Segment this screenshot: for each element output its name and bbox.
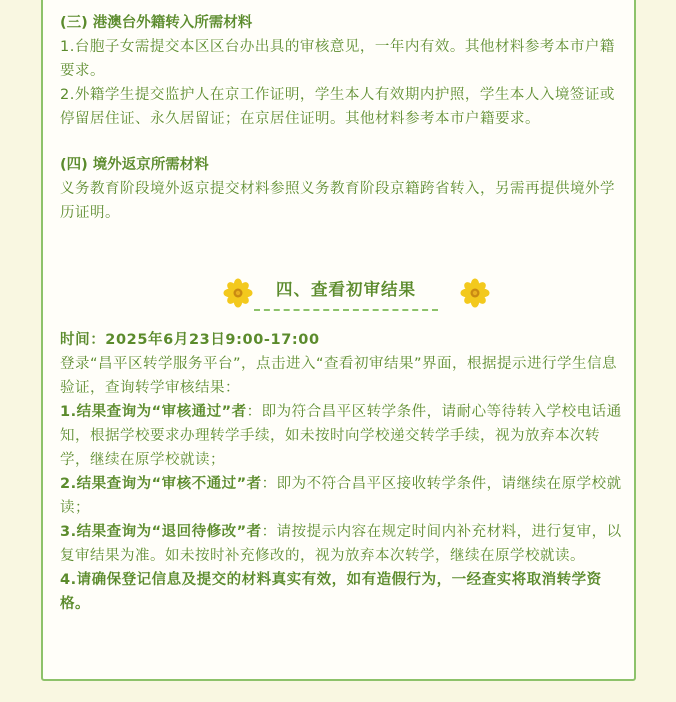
result-item-1-lead: 1.结果查询为“审核通过”者 bbox=[60, 404, 247, 420]
heading-underline bbox=[254, 309, 438, 311]
results-intro: 登录“昌平区转学服务平台”，点击进入“查看初审结果”界面，根据提示进行学生信息验证，查询转学审核结果： bbox=[60, 356, 618, 396]
results-section bbox=[60, 328, 622, 616]
result-item-3-text: ：请按提示内容在规定时间内补充材料，进行复审，以复审结果为准。如未按时补充修改的，视为放弃本次转学，继续在原学校就读。 bbox=[60, 524, 622, 564]
content-card bbox=[41, 0, 636, 681]
result-item-2 bbox=[60, 472, 622, 520]
section3-title: (三) 港澳台外籍转入所需材料 bbox=[60, 15, 253, 31]
heading-title: 四、查看初审结果 bbox=[276, 280, 416, 299]
result-item-2-text: ：即为不符合昌平区接收转学条件，请继续在原学校就读； bbox=[60, 476, 622, 516]
section4-title: (四) 境外返京所需材料 bbox=[60, 157, 209, 173]
result-item-2-lead: 2.结果查询为“审核不通过”者 bbox=[60, 476, 262, 492]
section4-text: 义务教育阶段境外返京提交材料参照义务教育阶段京籍跨省转入，另需再提供境外学历证明。 bbox=[60, 181, 615, 221]
section3-item-2: 2.外籍学生提交监护人在京工作证明，学生本人有效期内护照，学生本人入境签证或停留居住证、永久居留证；在京居住证明。其他材料参考本市户籍要求。 bbox=[60, 87, 615, 127]
result-item-1-text: ：即为符合昌平区转学条件，请耐心等待转入学校电话通知，根据学校要求办理转学手续，如未按时向学校递交转学手续，视为放弃本次转学，继续在原学校就读； bbox=[60, 404, 622, 468]
result-item-1 bbox=[60, 400, 622, 472]
results-note: 4.请确保登记信息及提交的材料真实有效，如有造假行为，一经查实将取消转学资格。 bbox=[60, 572, 602, 612]
flower-icon bbox=[460, 278, 490, 308]
results-time: 时间：2025年6月23日9:00-17:00 bbox=[60, 332, 320, 348]
result-item-3-lead: 3.结果查询为“退回待修改”者 bbox=[60, 524, 262, 540]
result-item-3 bbox=[60, 520, 622, 568]
content bbox=[60, 12, 622, 612]
flower-icon bbox=[223, 278, 253, 308]
section-heading bbox=[60, 276, 622, 316]
section3-item-1: 1.台胞子女需提交本区区台办出具的审核意见，一年内有效。其他材料参考本市户籍要求。 bbox=[60, 39, 615, 79]
